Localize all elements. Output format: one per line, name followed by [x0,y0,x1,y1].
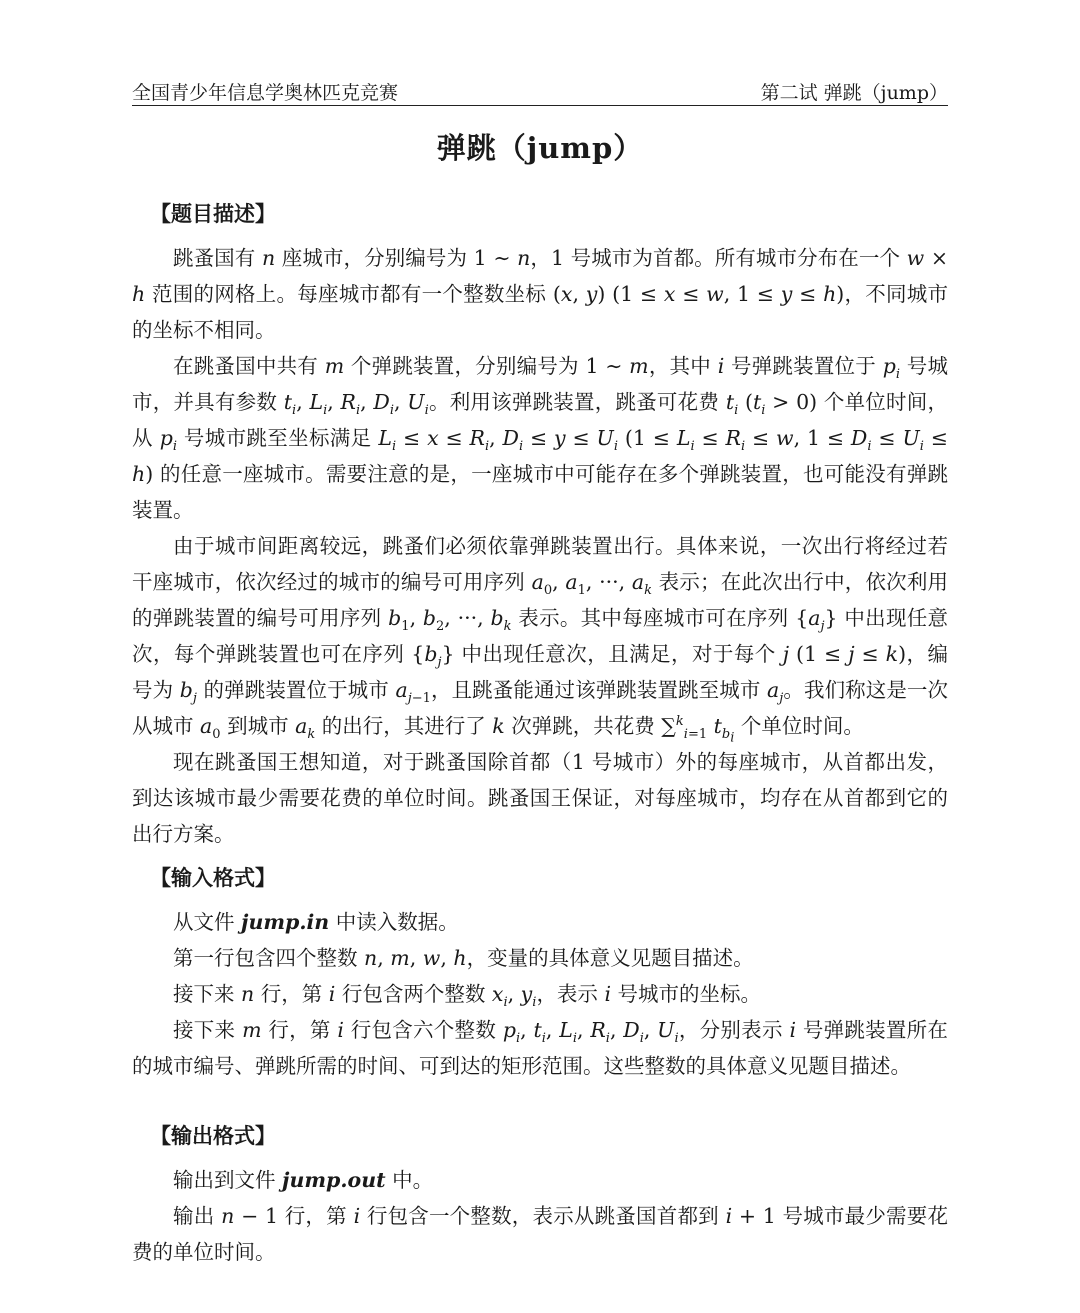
section-heading-description: 【题目描述】 [150,202,276,226]
header-contest-name: 全国青少年信息学奥林匹克竞赛 [132,82,399,104]
input-line-1: 从文件 jump.in 中读入数据。 [173,910,459,934]
section-heading-input: 【输入格式】 [150,866,276,890]
input-filename: jump.in [241,910,330,934]
problem-title: 弹跳（jump） [436,131,644,165]
header-rule [132,105,948,106]
input-line-2: 第一行包含四个整数 n, m, w, h，变量的具体意义见题目描述。 [173,946,754,970]
output-line-2: 输出 n − 1 行，第 i 行包含一个整数，表示从跳蚤国首都到 i + 1 号城市最少需要花费的单位时间。 [132,1204,948,1264]
output-line-1: 输出到文件 jump.out 中。 [173,1168,434,1192]
running-header [132,78,948,108]
description-paragraph-1: 跳蚤国有 n 座城市，分别编号为 1 ∼ n，1 号城市为首都。所有城市分布在一个 w × h 范围的网格上。每座城市都有一个整数坐标 (x, y) (1 ≤ x ≤ w, 1 ≤ y ≤ h)，不同城市的坐标不相同。 [132,246,948,342]
description-paragraph-3: 由于城市间距离较远，跳蚤们必须依靠弹跳装置出行。具体来说，一次出行将经过若干座城市，依次经过的城市的编号可用序列 $a_0$, $a_1$, ···, $a_k$ 表示；在此次出行中，依次利用的弹跳装置的编号可用序列 $b_1$, $b_2$, ···, $b_k$ 表示。其中每座城市可在序列 $\{a_j\}$ 中出现任意次，每个弹跳装置也可在序列 $\{b_j\}$ 中出现任意次，且满足，对于每个 j (1 ≤ j ≤ k)，编号为 $b_j$ 的弹跳装置位于城市 $a_{j-1}$，且跳蚤能通过该弹跳装置跳至城市 $a_j$。我们称这是一次从城市 $a_0$ 到城市 $a_k$ 的出行，其进行了 k 次弹跳，共花费 ∑$^k_{i=1}$ $t_{b_i}$ 个单位时间。 [132,534,949,746]
description-paragraph-4: 现在跳蚤国王想知道，对于跳蚤国除首都（1 号城市）外的每座城市，从首都出发，到达该城市最少需要花费的单位时间。跳蚤国王保证，对每座城市，均存在从首都到它的出行方案。 [132,750,948,846]
input-line-3: 接下来 n 行，第 i 行包含两个整数 $x_i$, $y_i$，表示 i 号城市的坐标。 [173,982,762,1011]
header-problem-name: 第二试 弹跳（jump） [760,82,948,104]
input-line-4: 接下来 m 行，第 i 行包含六个整数 $p_i$, $t_i$, $L_i$, $R_i$, $D_i$, $U_i$，分别表示 i 号弹跳装置所在的城市编号、弹跳所需的时间、可到达的矩形范围。这些整数的具体意义见题目描述。 [132,1018,948,1078]
output-filename: jump.out [282,1168,386,1192]
section-heading-output: 【输出格式】 [150,1124,276,1148]
description-paragraph-2: 在跳蚤国中共有 m 个弹跳装置，分别编号为 1 ∼ m，其中 i 号弹跳装置位于 $p_i$ 号城市，并具有参数 $t_i$, $L_i$, $R_i$, $D_i$, $U_i$。利用该弹跳装置，跳蚤可花费 $t_i$ $(t_i > 0)$ 个单位时间，从 $p_i$ 号城市跳至坐标满足 $L_i \le x \le R_i$, $D_i \le y \le U_i$ ($1 \le L_i \le R_i \le w$, $1 \le D_i \le U_i \le h$) 的任意一座城市。需要注意的是，一座城市中可能存在多个弹跳装置，也可能没有弹跳装置。 [132,354,948,522]
